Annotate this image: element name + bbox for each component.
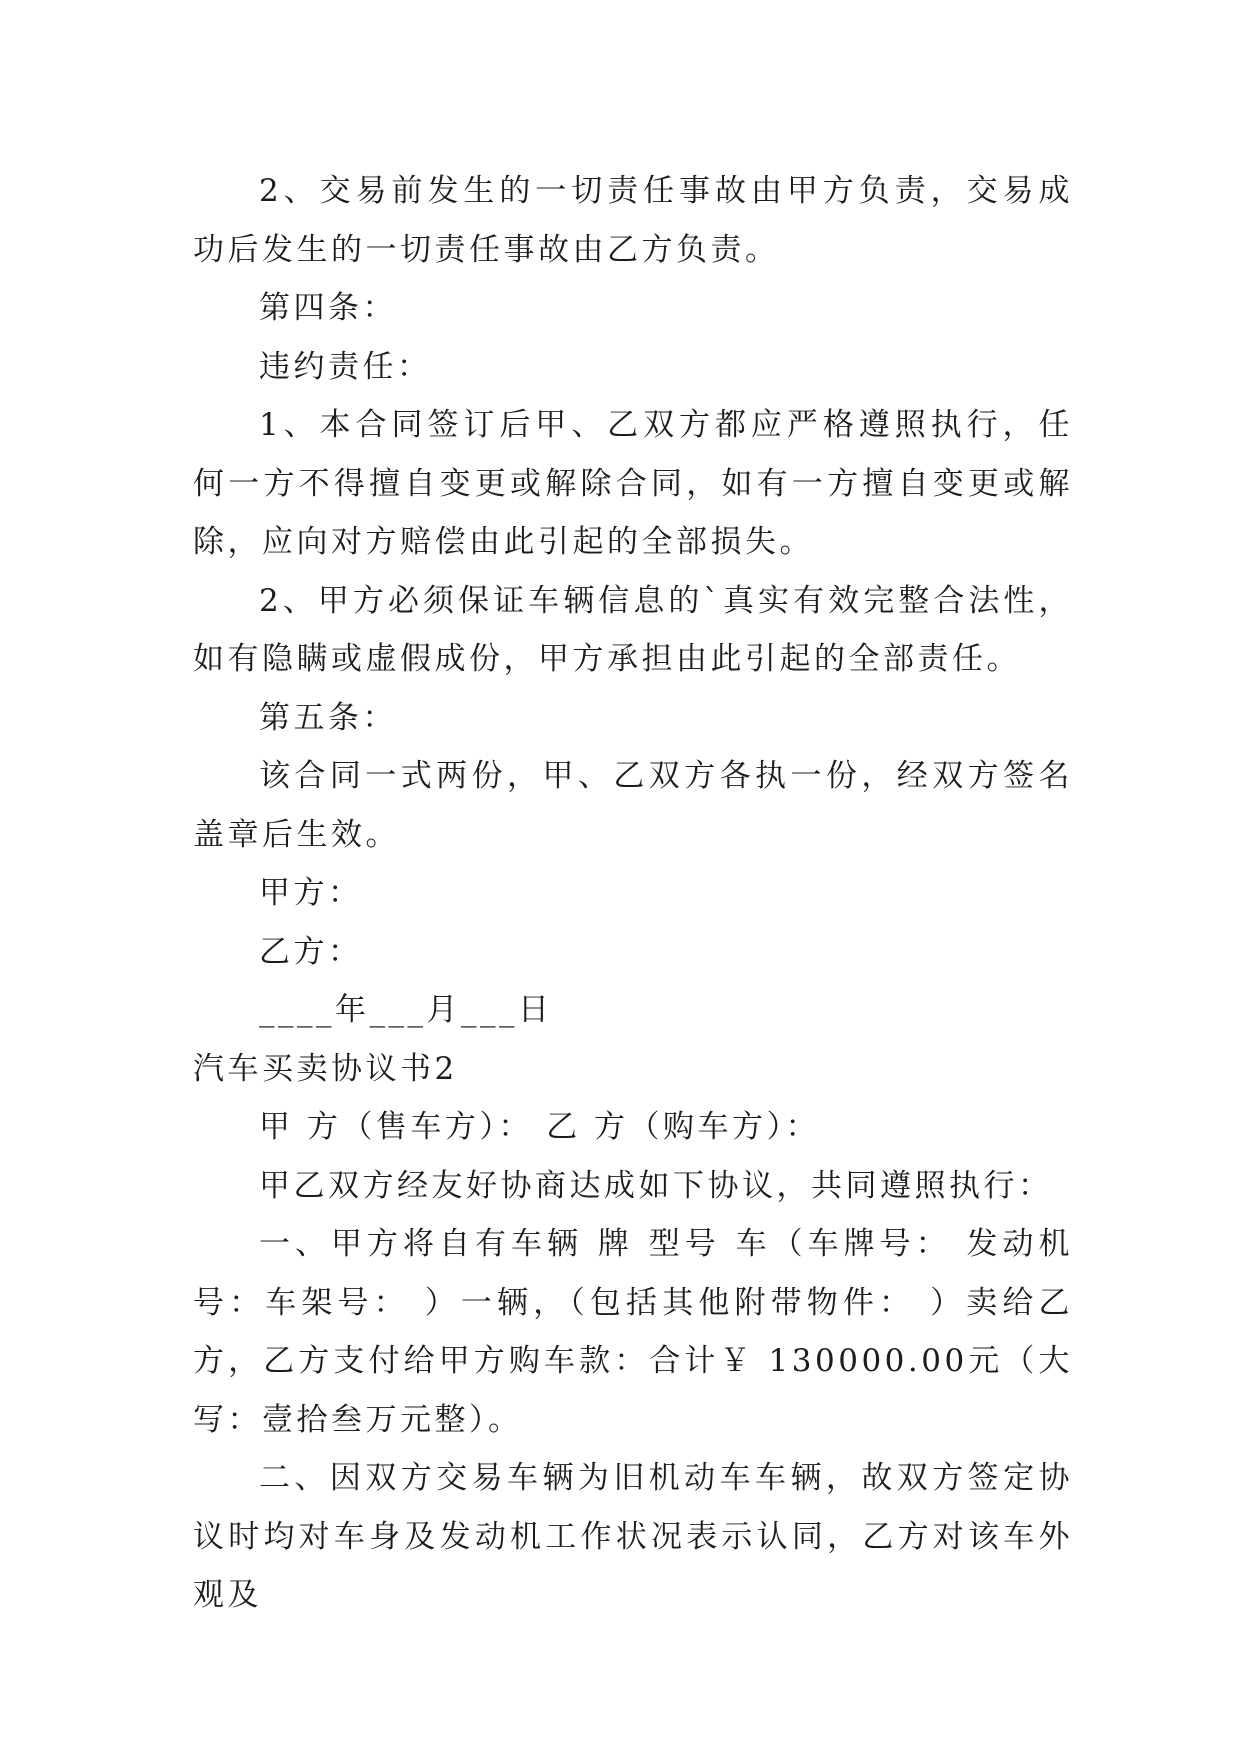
date-line: ____年___月___日 — [259, 992, 553, 1028]
document-title: 汽车买卖协议书2 — [193, 1050, 458, 1087]
clause-paragraph: 2、交易前发生的一切责任事故由甲方负责，交易成功后发生的一切责任事故由乙方负责。 — [193, 173, 1073, 268]
parties-line: 甲 方（售车方）： 乙 方（购车方）： — [259, 1109, 821, 1145]
clause-paragraph: 该合同一式两份，甲、乙双方各执一份，经双方签名盖章后生效。 — [193, 758, 1073, 853]
document-body — [193, 162, 1073, 1625]
article-heading: 第五条： — [259, 699, 397, 736]
clause-paragraph: 2、甲方必须保证车辆信息的`真实有效完整合法性，如有隐瞒或虚假成份，甲方承担由此引起的全部责任。 — [193, 582, 1073, 677]
section-heading: 违约责任： — [259, 348, 432, 385]
clause-paragraph: 二、因双方交易车辆为旧机动车车辆，故双方签定协议时均对车身及发动机工作状况表示认同，乙方对该车外观及 — [193, 1460, 1073, 1613]
party-b-signature-line: 乙方： — [259, 933, 363, 970]
intro-paragraph: 甲乙双方经友好协商达成如下协议，共同遵照执行： — [259, 1167, 1053, 1204]
article-heading: 第四条： — [259, 290, 397, 326]
clause-paragraph: 一、甲方将自有车辆 牌 型号 车（车牌号： 发动机号：车架号： ）一辆，（包括其他附带物件： ）卖给乙方，乙方支付给甲方购车款：合计￥ 130000.00元（大写：壹拾叁万元整）。 — [193, 1226, 1073, 1438]
party-a-signature-line: 甲方： — [259, 875, 363, 911]
clause-paragraph: 1、本合同签订后甲、乙双方都应严格遵照执行，任何一方不得擅自变更或解除合同，如有一方擅自变更或解除，应向对方赔偿由此引起的全部损失。 — [193, 407, 1073, 560]
